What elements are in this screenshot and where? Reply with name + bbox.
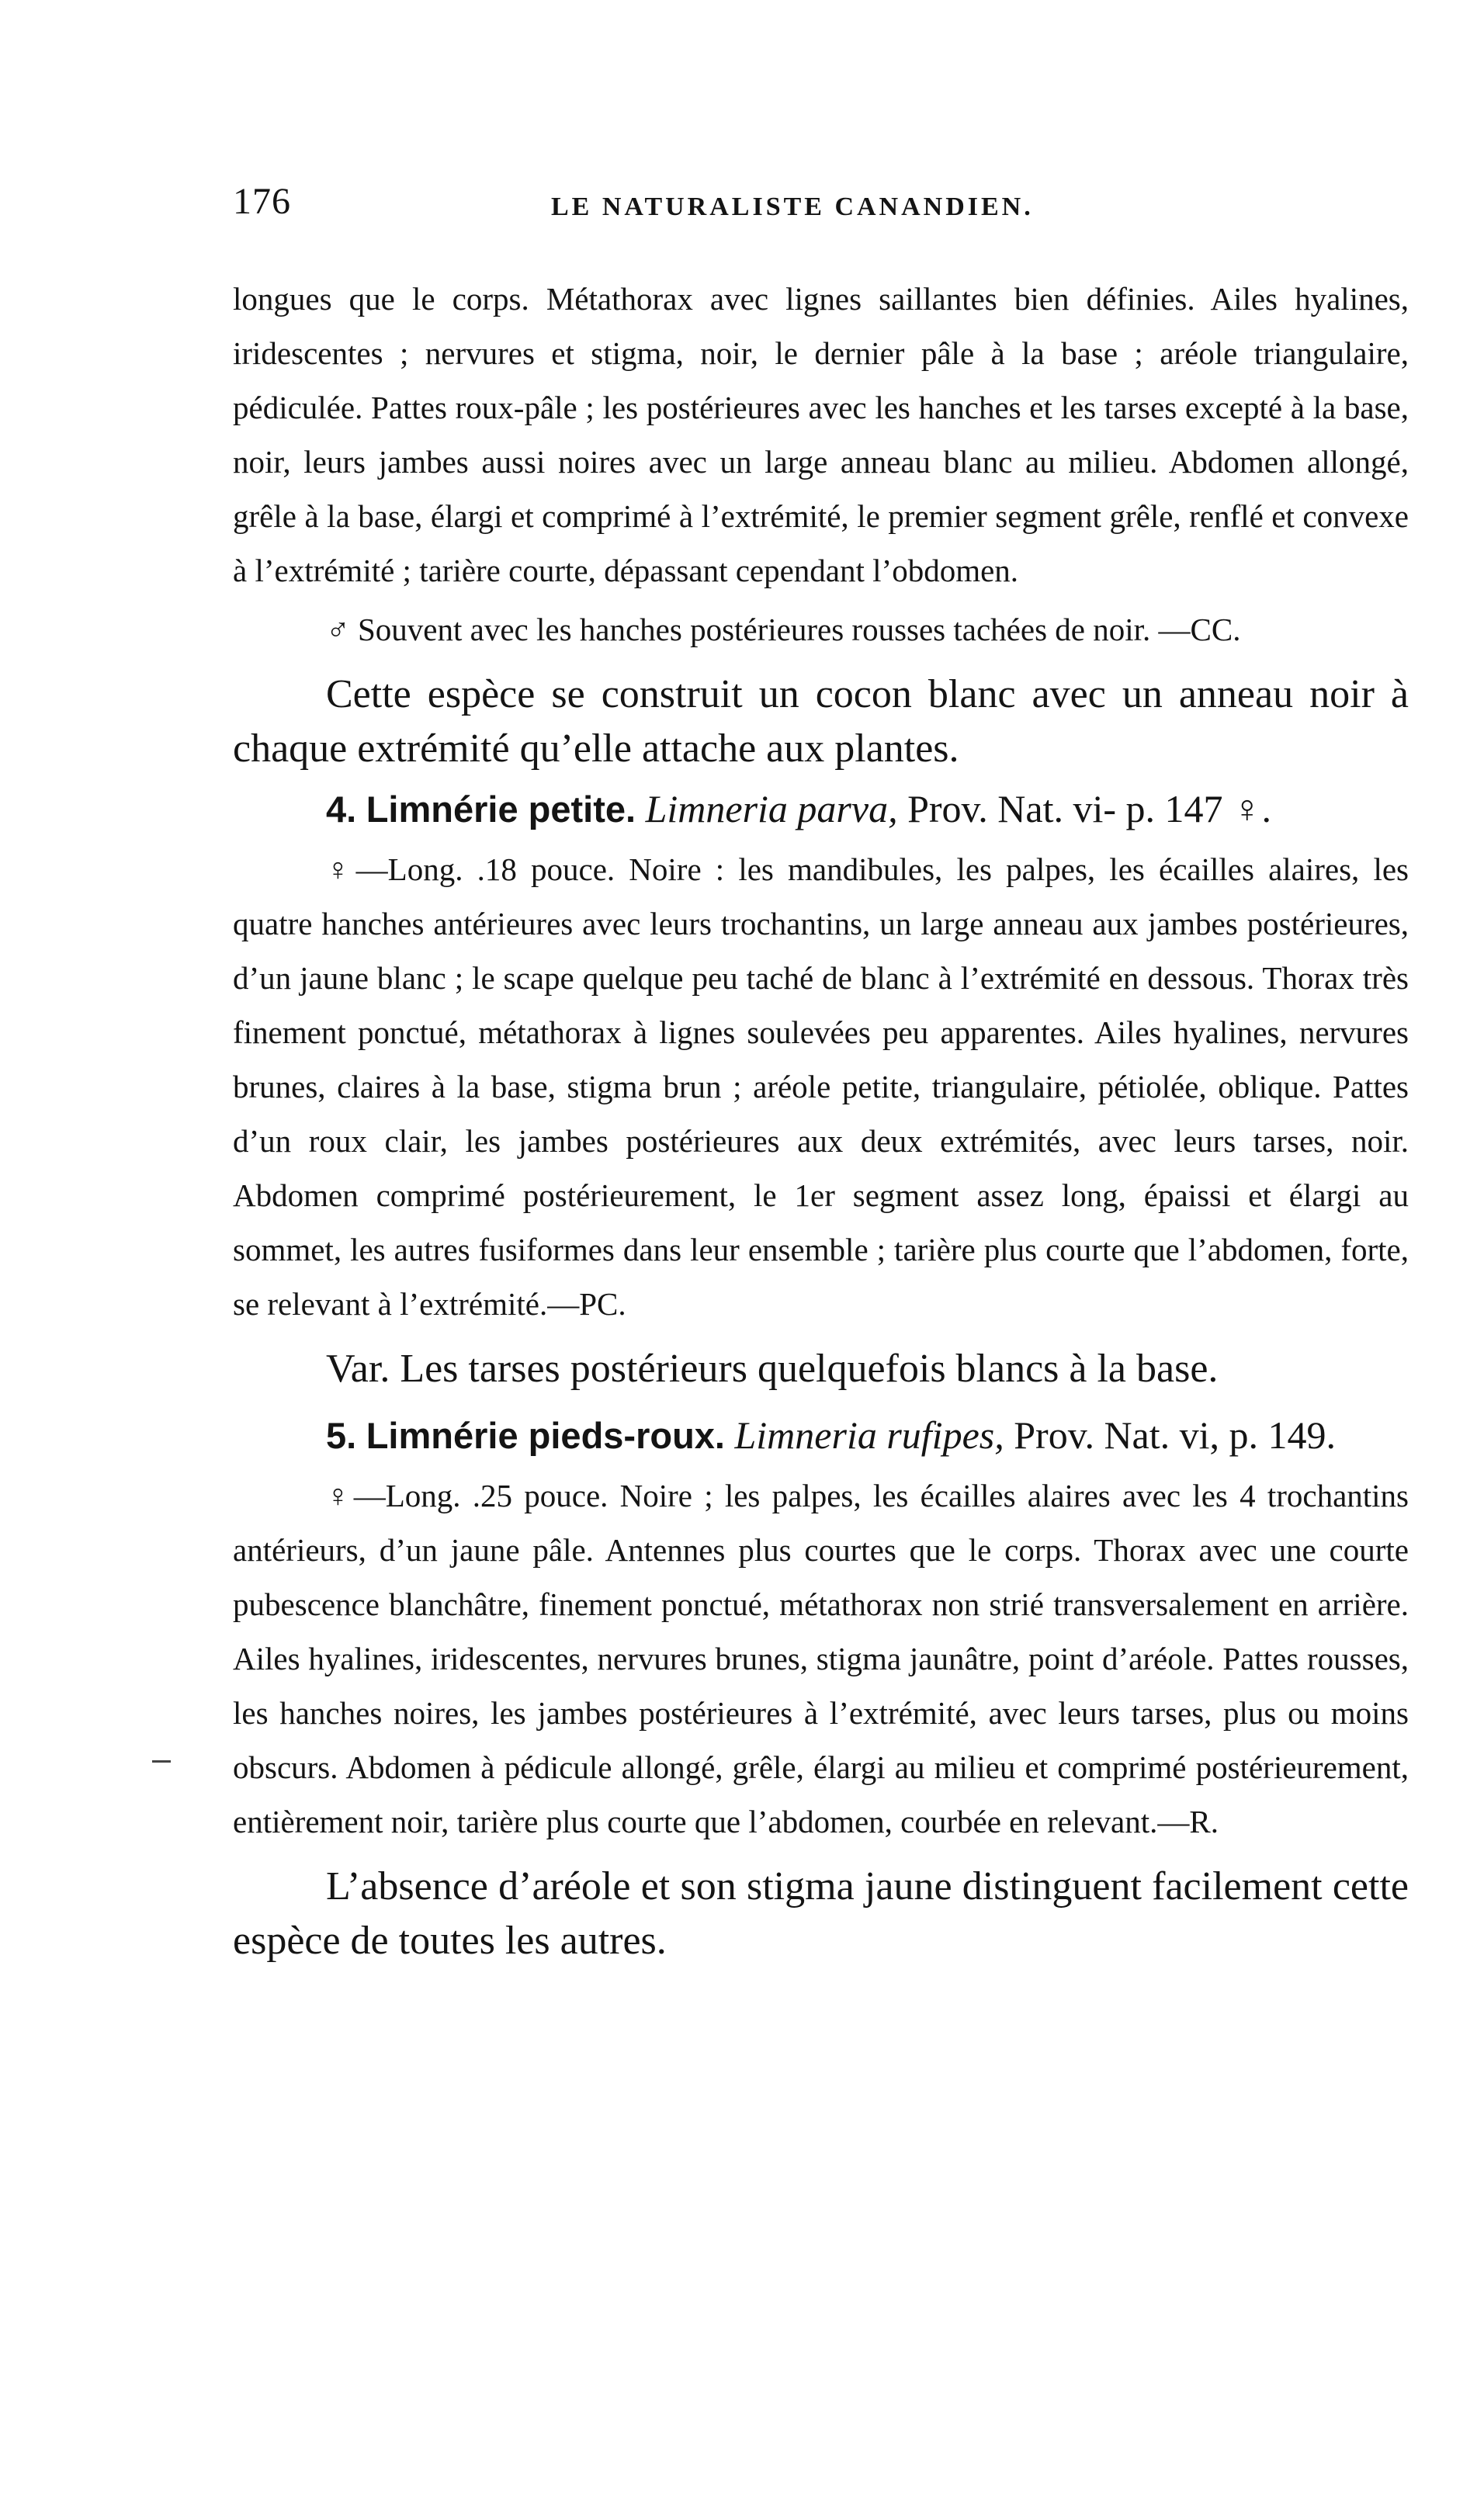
paragraph-species-5-description: ♀—Long. .25 pouce. Noire ; les palpes, les écailles alaires avec les 4 trochantins antérieurs, d’un jaune pâle. Antennes plus courtes que le corps. Thorax avec une courte pubescence blanchâtre, finement ponctué, métathorax non strié transversalement en arrière. Ailes hyalines, iridescentes, nervures brunes, stigma jaunâtre, point d’aréole. Pattes rousses, les hanches noires, les jambes postérieures à l’extrémité, avec leurs tarses, plus ou moins obscurs. Abdomen à pédicule allongé, grêle, élargi au milieu et comprimé postérieurement, entièrement noir, tarière plus courte que l’abdomen, courbée en relevant.—R. <box>233 1478 1409 1839</box>
species-heading-5 <box>233 1407 1409 1464</box>
page-header <box>233 180 1413 234</box>
paragraph-species-4-description: ♀—Long. .18 pouce. Noire : les mandibules, les palpes, les écailles alaires, les quatre hanches antérieures avec leurs trochantins, un large anneau aux jambes postérieures, d’un jaune blanc ; le scape quelque peu taché de blanc à l’extrémité en dessous. Thorax très finement ponctué, métathorax à lignes soulevées peu apparentes. Ailes hyalines, nervures brunes, claires à la base, stigma brun ; aréole petite, triangulaire, pétiolée, oblique. Pattes d’un roux clair, les jambes postérieures aux deux extrémités, avec leurs tarses, noir. Abdomen comprimé postérieurement, le 1er segment assez long, épaissi et élargi au sommet, les autres fusiformes dans leur ensemble ; tarière plus courte que l’abdomen, forte, se relevant à l’extrémité.—PC. <box>233 851 1409 1322</box>
species-number: 4. <box>326 789 357 830</box>
species-reference: Prov. Nat. vi- p. 147 ♀. <box>897 787 1272 830</box>
page-number: 176 <box>233 181 291 222</box>
species-french-name: Limnérie pieds-roux. <box>366 1415 725 1456</box>
species-heading-4 <box>233 781 1409 837</box>
species-french-name: Limnérie petite. <box>366 789 636 830</box>
paragraph-male-note: ♂ Souvent avec les hanches postérieures rousses tachées de noir. —CC. <box>326 612 1241 647</box>
running-head: LE NATURALISTE CANANDIEN. <box>551 192 1034 221</box>
paragraph-distinguishing-remark: L’absence d’aréole et son stigma jaune distinguent facilement cette espèce de toutes les autres. <box>233 1864 1409 1963</box>
species-number: 5. <box>326 1415 357 1456</box>
paragraph-variety-note: Var. Les tarses postérieurs quelquefois blancs à la base. <box>326 1347 1219 1391</box>
margin-mark <box>152 1760 171 1763</box>
paragraph-cocoon-remark: Cette espèce se construit un cocon blanc avec un anneau noir à chaque extrémité qu’elle attache aux plantes. <box>233 672 1409 771</box>
species-latin-name: Limneria parva, <box>645 787 898 830</box>
species-latin-name: Limneria rufipes, <box>734 1413 1004 1457</box>
paragraph-description-continued: longues que le corps. Métathorax avec lignes saillantes bien définies. Ailes hyalines, iridescentes ; nervures et stigma, noir, le dernier pâle à la base ; aréole triangulaire, pédiculée. Pattes roux-pâle ; les postérieures avec les hanches et les tarses excepté à la base, noir, leurs jambes aussi noires avec un large anneau blanc au milieu. Abdomen allongé, grêle à la base, élargi et comprimé à l’extrémité, le premier segment grêle, renflé et convexe à l’extrémité ; tarière courte, dépassant cependant l’obdomen. <box>233 281 1409 588</box>
page-body <box>233 272 1409 1968</box>
species-reference: Prov. Nat. vi, p. 149. <box>1004 1413 1337 1457</box>
